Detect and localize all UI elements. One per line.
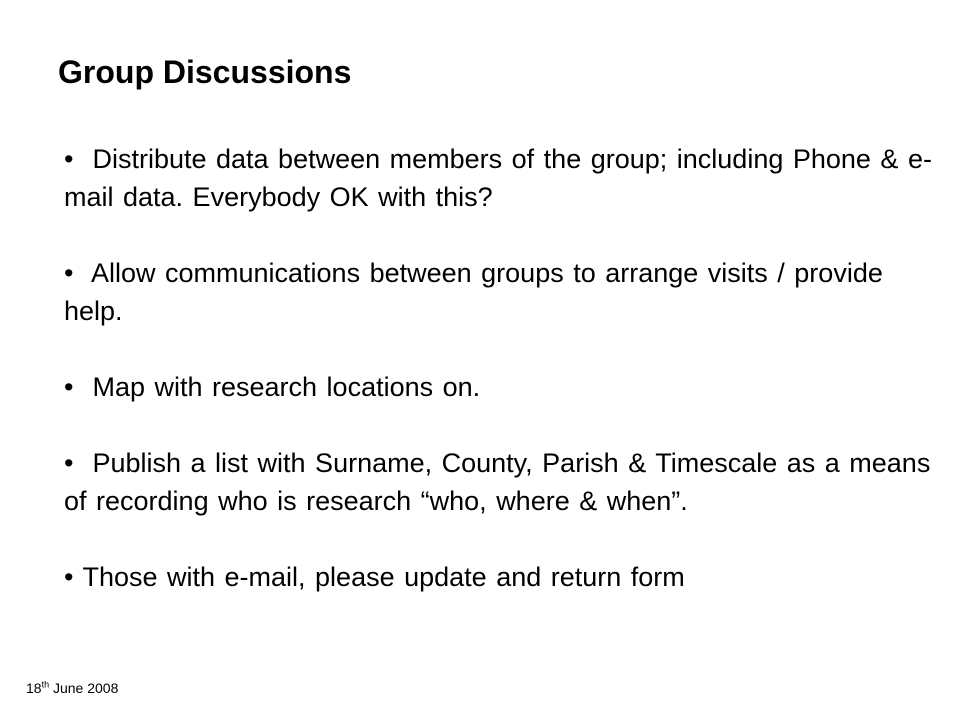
bullet-item-5	[64, 558, 944, 596]
slide-title: Group Discussions	[58, 54, 352, 90]
bullet-icon: •	[64, 144, 74, 174]
bullet-text-2: Allow communications between groups to arrange visits / provide help.	[64, 258, 883, 326]
bullet-list	[64, 140, 944, 596]
bullet-text-4: Publish a list with Surname, County, Parish & Timescale as a means of recording who is research “who, where & when”.	[64, 448, 931, 516]
bullet-item-1	[64, 140, 944, 216]
bullet-icon: •	[64, 562, 74, 592]
bullet-item-2	[64, 254, 944, 330]
footer-date	[26, 679, 118, 697]
footer-day: 18	[26, 680, 42, 696]
bullet-item-4	[64, 444, 944, 520]
bullet-text-1: Distribute data between members of the group; including Phone & e-mail data. Everybody OK with this?	[64, 144, 932, 212]
footer-day-suffix: th	[41, 679, 50, 690]
bullet-icon: •	[64, 372, 74, 402]
bullet-icon: •	[64, 258, 74, 288]
bullet-icon: •	[64, 448, 74, 478]
bullet-item-3	[64, 368, 944, 406]
footer-month-year: June 2008	[52, 680, 119, 696]
bullet-text-3: Map with research locations on.	[92, 372, 481, 402]
bullet-text-5: Those with e-mail, please update and return form	[82, 562, 685, 592]
